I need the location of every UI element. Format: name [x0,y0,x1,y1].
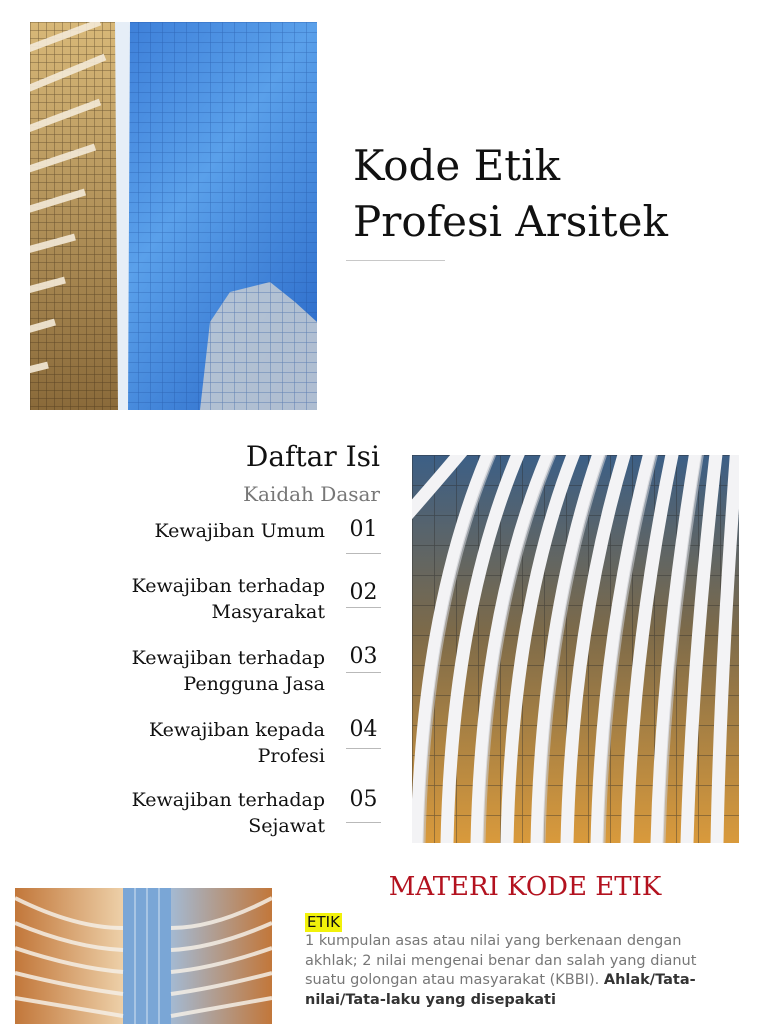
toc-subheading: Kaidah Dasar [243,482,380,506]
toc-number-4: 04 [349,717,378,742]
title-line-1: Kode Etik [353,141,561,190]
toc-item-label: Kewajiban kepada [149,719,325,741]
toc-item-label: Masyarakat [211,601,325,623]
toc-number-3: 03 [349,644,378,669]
toc-item-label: Profesi [257,745,325,767]
toc-item-1[interactable] [85,518,325,544]
toc-item-5[interactable] [85,787,325,839]
toc-item-label: Kewajiban Umum [154,520,325,542]
toc-number-2: 02 [349,580,378,605]
glass-tower-photo [30,22,317,410]
title-line-2: Profesi Arsitek [353,197,668,246]
toc-item-2[interactable] [85,573,325,625]
oculus-interior-photo [15,888,272,1024]
etik-highlight-term: ETIK [307,913,340,931]
toc-number-1: 01 [349,517,378,542]
toc-number-5: 05 [349,787,378,812]
title-divider [346,260,445,261]
definition-text: 1 kumpulan asas atau nilai yang berkenaan dengan akhlak; 2 nilai mengenai benar dan salah yang dianut suatu golongan atau masyarakat (KBBI). [305,933,697,988]
materi-heading: MATERI KODE ETIK [388,872,662,902]
toc-heading: Daftar Isi [245,440,380,473]
white-ribs-architecture-photo [412,455,739,843]
toc-item-label: Kewajiban terhadap [131,789,325,811]
toc-item-label: Kewajiban terhadap [131,575,325,597]
definition-emphasis: Ahlak/Tata-nilai/Tata-laku yang disepakati [305,972,696,1008]
toc-divider [346,553,381,554]
document-title [353,138,733,250]
toc-item-label: Sejawat [248,815,325,837]
etik-definition [305,932,730,1010]
toc-item-label: Pengguna Jasa [183,673,325,695]
toc-divider [346,822,381,823]
toc-divider [346,607,381,608]
toc-item-3[interactable] [85,645,325,697]
toc-item-label: Kewajiban terhadap [131,647,325,669]
toc-item-4[interactable] [85,717,325,769]
toc-divider [346,748,381,749]
toc-divider [346,672,381,673]
